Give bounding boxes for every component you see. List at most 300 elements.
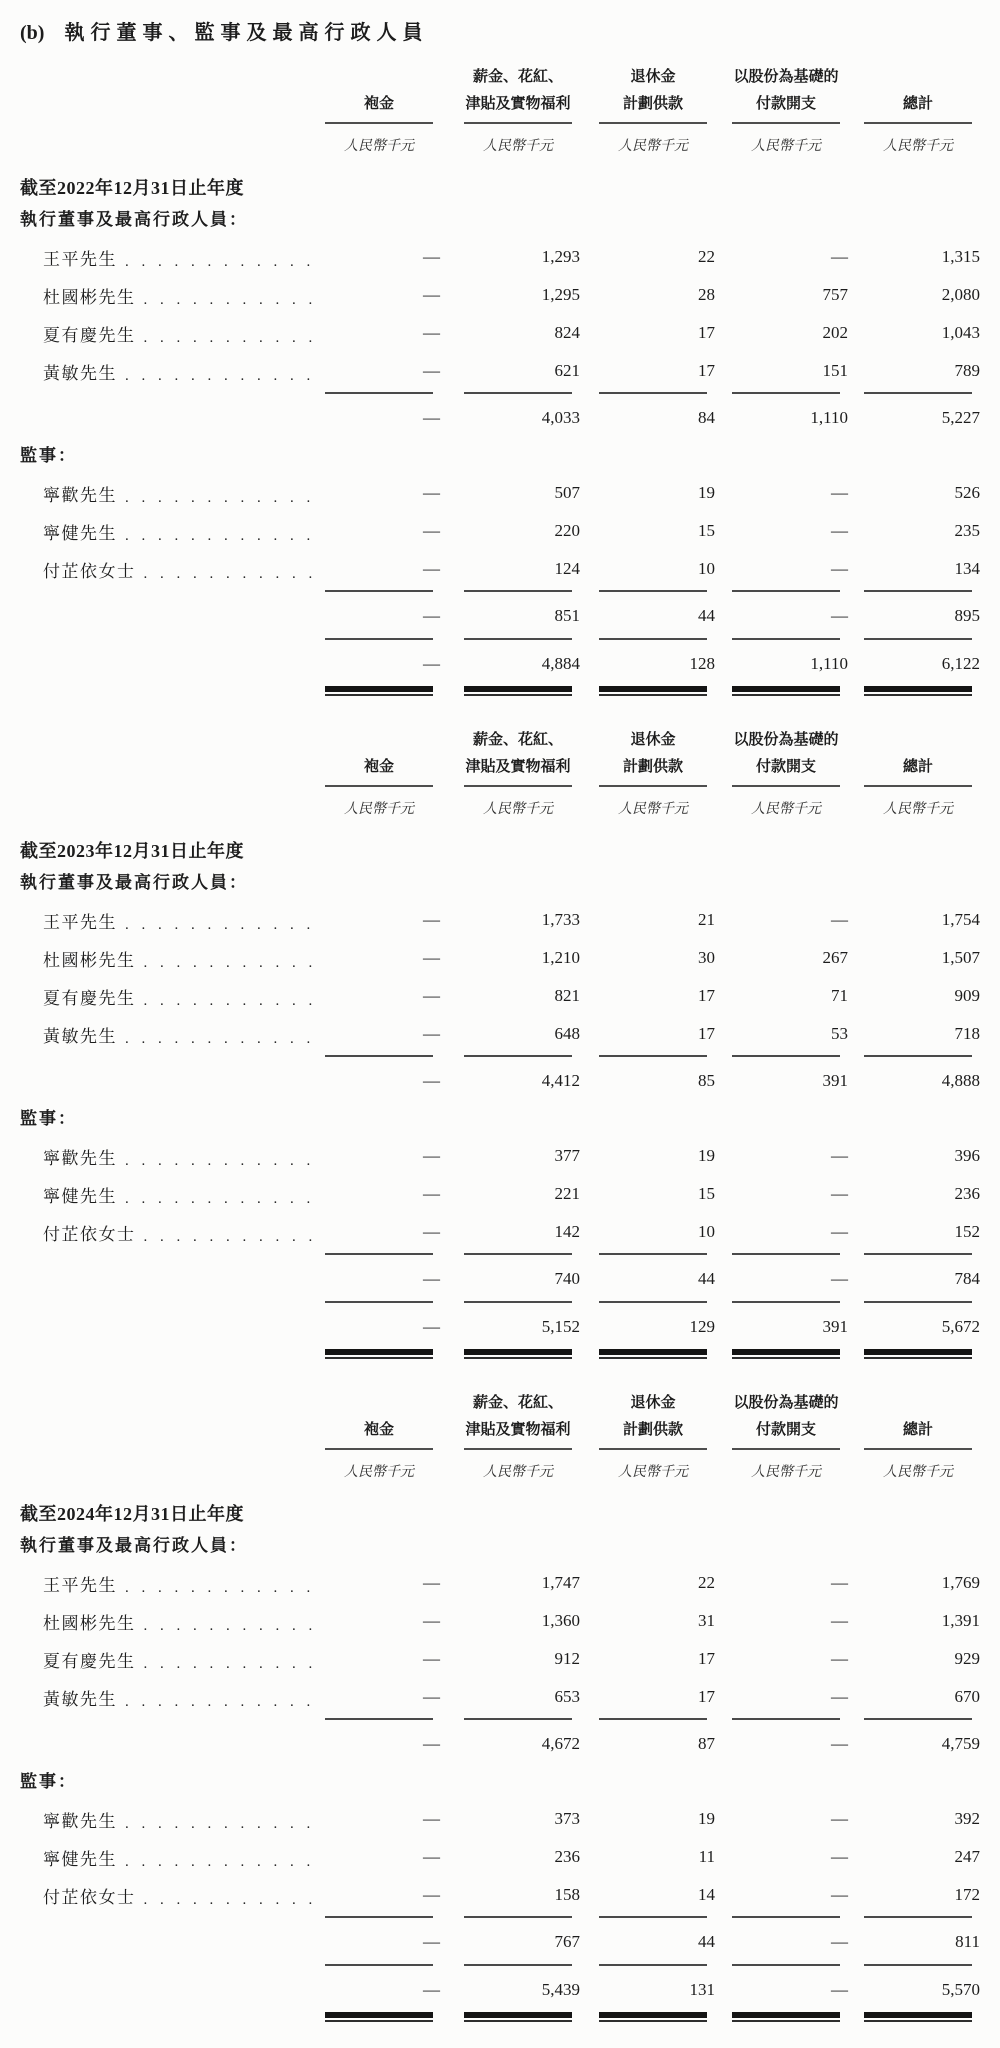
table-cell — [440, 1251, 580, 1259]
person-name: 寧歡先生 — [43, 485, 117, 505]
cell-value: — — [831, 247, 848, 266]
cell-value: 17 — [698, 323, 715, 342]
rule-line — [464, 392, 572, 394]
rule-line — [864, 638, 972, 640]
exec-heading: 執行董事及最高行政人員： — [20, 1536, 248, 1555]
table-cell — [325, 1222, 440, 1242]
table-cell — [848, 1932, 980, 1952]
column-header-row — [20, 1389, 980, 1450]
director-row — [20, 1564, 980, 1602]
cell-value: 152 — [954, 1222, 980, 1241]
table-cell — [325, 285, 440, 305]
cell-value: 1,360 — [541, 1611, 580, 1630]
table-cell — [848, 588, 980, 596]
column-header — [464, 1389, 572, 1450]
cell-value: 1,733 — [541, 910, 580, 929]
table-cell — [715, 1962, 848, 1970]
table-cell — [440, 124, 580, 158]
dot-leader — [144, 330, 324, 347]
rule-line — [464, 1964, 572, 1966]
table-cell — [848, 1687, 980, 1707]
rule-line — [464, 1253, 572, 1255]
cell-value: — — [423, 1269, 440, 1288]
section-title — [20, 16, 980, 45]
rule-row — [20, 1716, 980, 1724]
table-cell — [325, 1299, 440, 1307]
table-cell — [715, 1222, 848, 1242]
table-cell — [440, 483, 580, 503]
table-cell — [325, 63, 440, 124]
cell-value: — — [831, 1146, 848, 1165]
table-cell — [325, 124, 440, 158]
row-name-cell — [20, 1883, 325, 1908]
cell-value: 31 — [698, 1611, 715, 1630]
table-cell — [848, 1053, 980, 1061]
table-cell — [848, 323, 980, 343]
person-name: 付芷依女士 — [43, 1887, 136, 1907]
row-name-cell — [20, 557, 325, 582]
rule-line — [325, 638, 433, 640]
table-cell — [580, 1269, 715, 1289]
table-cell — [580, 483, 715, 503]
cell-value: — — [831, 1847, 848, 1866]
row-name-cell — [20, 1685, 325, 1710]
cell-value: 10 — [698, 1222, 715, 1241]
dot-leader — [125, 1153, 323, 1170]
cell-value: 28 — [698, 285, 715, 304]
row-name-cell — [20, 519, 325, 544]
table-cell — [325, 1885, 440, 1905]
table-cell — [580, 1450, 715, 1484]
cell-value: 151 — [822, 361, 848, 380]
cell-value: — — [423, 247, 440, 266]
dot-leader — [144, 1656, 324, 1673]
person-name: 王平先生 — [43, 249, 117, 269]
table-cell — [848, 1716, 980, 1724]
table-cell — [848, 726, 980, 787]
header-spacer — [20, 726, 325, 787]
rule-line — [325, 1964, 433, 1966]
director-row — [20, 977, 980, 1015]
cell-value: — — [423, 1734, 440, 1753]
table-cell — [325, 1809, 440, 1829]
rule-line — [732, 1301, 840, 1303]
cell-value: 821 — [554, 986, 580, 1005]
column-header-row — [20, 63, 980, 124]
cell-value: 235 — [954, 521, 980, 540]
table-cell — [325, 948, 440, 968]
person-name: 夏有慶先生 — [43, 1651, 136, 1671]
row-name-cell — [20, 1609, 325, 1634]
director-row — [20, 901, 980, 939]
dot-leader — [125, 917, 323, 934]
cell-value: 895 — [954, 606, 980, 625]
table-cell — [580, 636, 715, 644]
rule-line — [464, 1301, 572, 1303]
column-header — [599, 1389, 707, 1450]
column-header — [599, 726, 707, 787]
table-cell — [325, 684, 440, 700]
column-header — [732, 726, 840, 787]
dot-leader — [125, 490, 323, 507]
column-header-line1: 退休金 — [630, 732, 676, 748]
cell-value: — — [831, 521, 848, 540]
table-cell — [580, 1573, 715, 1593]
rule-line — [325, 1055, 433, 1057]
rule-line — [732, 1916, 840, 1918]
table-cell — [715, 636, 848, 644]
table-cell — [848, 654, 980, 674]
cell-value: 267 — [822, 948, 848, 967]
director-row — [20, 352, 980, 390]
supervisor-heading: 監事： — [20, 446, 77, 465]
cell-value: 15 — [698, 521, 715, 540]
dot-leader — [144, 292, 324, 309]
rule-line — [599, 638, 707, 640]
currency-unit-label: 人民幣千元 — [883, 1465, 953, 1480]
person-name: 黃敏先生 — [43, 1689, 117, 1709]
table-cell — [848, 521, 980, 541]
rule-line — [325, 1916, 433, 1918]
table-cell — [715, 1980, 848, 2000]
rule-spacer — [20, 1716, 325, 1724]
cell-value: — — [423, 1847, 440, 1866]
cell-value: — — [423, 910, 440, 929]
currency-unit-label: 人民幣千元 — [883, 139, 953, 154]
table-cell — [848, 1914, 980, 1922]
person-name: 杜國彬先生 — [43, 1613, 136, 1633]
currency-unit-label: 人民幣千元 — [483, 139, 553, 154]
supervisor-row — [20, 474, 980, 512]
table-cell — [440, 787, 580, 821]
cell-value: 912 — [554, 1649, 580, 1668]
table-cell — [580, 1962, 715, 1970]
table-cell — [440, 1649, 580, 1669]
dot-leader — [144, 955, 324, 972]
person-name: 寧歡先生 — [43, 1148, 117, 1168]
table-cell — [440, 1317, 580, 1337]
table-cell — [325, 2010, 440, 2026]
table-cell — [715, 408, 848, 428]
director-row — [20, 1602, 980, 1640]
table-cell — [580, 408, 715, 428]
cell-value: 158 — [554, 1885, 580, 1904]
table-cell — [440, 521, 580, 541]
column-header — [732, 63, 840, 124]
rule-line — [864, 1253, 972, 1255]
cell-value: 789 — [954, 361, 980, 380]
cell-value: 44 — [698, 1932, 715, 1951]
table-cell — [848, 1299, 980, 1307]
table-cell — [848, 63, 980, 124]
table-cell — [325, 787, 440, 821]
column-header — [325, 726, 433, 787]
table-cell — [715, 1847, 848, 1867]
cell-value: 1,293 — [541, 247, 580, 266]
table-cell — [715, 390, 848, 398]
table-cell — [440, 1809, 580, 1829]
column-header-line2: 總計 — [902, 759, 933, 775]
supervisor-row — [20, 1175, 980, 1213]
cell-value: — — [423, 1649, 440, 1668]
cell-value: 1,507 — [941, 948, 980, 967]
row-name-cell — [20, 946, 325, 971]
table-cell — [715, 1024, 848, 1044]
table-cell — [325, 1716, 440, 1724]
remuneration-table-1 — [20, 726, 980, 1363]
table-cell — [580, 1734, 715, 1754]
supervisor-subtotal-row — [20, 1922, 980, 1962]
cell-value: 4,672 — [541, 1734, 580, 1753]
dot-leader — [144, 1892, 324, 1909]
row-name-cell — [20, 481, 325, 506]
table-cell — [848, 483, 980, 503]
rule-row — [20, 1299, 980, 1307]
table-cell — [715, 1611, 848, 1631]
table-cell — [325, 247, 440, 267]
rule-line — [864, 1718, 972, 1720]
cell-value: — — [831, 1573, 848, 1592]
cell-value: 391 — [822, 1317, 848, 1336]
table-cell — [715, 986, 848, 1006]
double-rule — [599, 2012, 707, 2022]
person-name: 夏有慶先生 — [43, 325, 136, 345]
table-cell — [325, 1146, 440, 1166]
row-name-cell — [20, 1144, 325, 1169]
column-header-line2: 總計 — [902, 96, 933, 112]
cell-value: 507 — [554, 483, 580, 502]
cell-value: — — [831, 559, 848, 578]
cell-value: 17 — [698, 1687, 715, 1706]
table-cell — [580, 588, 715, 596]
table-cell — [325, 408, 440, 428]
table-cell — [715, 559, 848, 579]
currency-unit-label: 人民幣千元 — [883, 802, 953, 817]
double-rule-row — [20, 1347, 980, 1363]
cell-value: 71 — [831, 986, 848, 1005]
table-cell — [580, 1847, 715, 1867]
table-cell — [440, 1071, 580, 1091]
cell-value: 526 — [954, 483, 980, 502]
table-cell — [580, 1611, 715, 1631]
exec-subtotal-row — [20, 1724, 980, 1764]
cell-value: — — [831, 910, 848, 929]
cell-value: — — [423, 948, 440, 967]
cell-value: — — [423, 1611, 440, 1630]
table-cell — [440, 1222, 580, 1242]
cell-value: 1,210 — [541, 948, 580, 967]
currency-unit-row — [20, 124, 980, 158]
rule-spacer — [20, 684, 325, 700]
table-cell — [325, 1932, 440, 1952]
rule-line — [864, 590, 972, 592]
cell-value: 767 — [554, 1932, 580, 1951]
cell-value: — — [423, 1184, 440, 1203]
rule-line — [864, 1055, 972, 1057]
cell-value: 740 — [554, 1269, 580, 1288]
cell-value: 392 — [954, 1809, 980, 1828]
rule-spacer — [20, 2010, 325, 2026]
year-heading: 截至2023年12月31日止年度 — [20, 841, 244, 861]
table-cell — [325, 654, 440, 674]
cell-value: 220 — [554, 521, 580, 540]
cell-value: 84 — [698, 408, 715, 427]
table-cell — [580, 654, 715, 674]
supervisor-row — [20, 1213, 980, 1251]
table-cell — [325, 1611, 440, 1631]
table-cell — [848, 1024, 980, 1044]
supervisor-row — [20, 1137, 980, 1175]
table-cell — [325, 323, 440, 343]
table-cell — [440, 1914, 580, 1922]
table-cell — [580, 1716, 715, 1724]
unit-spacer — [20, 787, 325, 821]
table-cell — [325, 1980, 440, 2000]
cell-value: 22 — [698, 247, 715, 266]
cell-value: — — [831, 1885, 848, 1904]
table-cell — [580, 948, 715, 968]
currency-unit-label: 人民幣千元 — [344, 1465, 414, 1480]
currency-unit-label: 人民幣千元 — [618, 139, 688, 154]
table-cell — [580, 1146, 715, 1166]
cell-value: 19 — [698, 1809, 715, 1828]
table-cell — [580, 1317, 715, 1337]
table-cell — [325, 1317, 440, 1337]
table-cell — [440, 1573, 580, 1593]
cell-value: 124 — [554, 559, 580, 578]
table-cell — [715, 1809, 848, 1829]
currency-unit-label: 人民幣千元 — [618, 1465, 688, 1480]
exec-heading: 執行董事及最高行政人員： — [20, 210, 248, 229]
cell-value: — — [831, 1222, 848, 1241]
column-header-line1 — [325, 1389, 433, 1417]
rule-line — [599, 1964, 707, 1966]
header-spacer — [20, 1389, 325, 1450]
row-name-cell — [20, 359, 325, 384]
table-cell — [580, 1251, 715, 1259]
table-cell — [848, 948, 980, 968]
supervisor-row — [20, 512, 980, 550]
table-cell — [325, 1962, 440, 1970]
cell-value: 53 — [831, 1024, 848, 1043]
column-header-line2: 津貼及實物福利 — [465, 759, 571, 775]
table-cell — [580, 1885, 715, 1905]
table-cell — [580, 124, 715, 158]
rule-line — [864, 1301, 972, 1303]
cell-value: 30 — [698, 948, 715, 967]
table-cell — [440, 559, 580, 579]
cell-value: 6,122 — [941, 654, 980, 673]
remuneration-table-0 — [20, 63, 980, 700]
rule-spacer — [20, 1347, 325, 1363]
row-name-cell — [20, 1647, 325, 1672]
table-cell — [440, 285, 580, 305]
currency-unit-label: 人民幣千元 — [483, 1465, 553, 1480]
table-cell — [325, 1347, 440, 1363]
double-rule — [599, 1349, 707, 1359]
column-header — [464, 726, 572, 787]
person-name: 黃敏先生 — [43, 1026, 117, 1046]
column-header-line1: 薪金、花紅、 — [472, 69, 563, 85]
table-cell — [440, 1184, 580, 1204]
cell-value: 44 — [698, 606, 715, 625]
tables-container — [20, 63, 980, 2026]
table-cell — [848, 1885, 980, 1905]
cell-value: 128 — [689, 654, 715, 673]
cell-value: 4,888 — [941, 1071, 980, 1090]
cell-value: 4,759 — [941, 1734, 980, 1753]
table-cell — [440, 1980, 580, 2000]
table-cell — [715, 124, 848, 158]
row-name-cell — [20, 1022, 325, 1047]
table-cell — [440, 1847, 580, 1867]
table-cell — [440, 63, 580, 124]
row-name-cell — [20, 1845, 325, 1870]
person-name: 付芷依女士 — [43, 561, 136, 581]
table-cell — [715, 1932, 848, 1952]
table-cell — [715, 1734, 848, 1754]
dot-leader — [144, 993, 324, 1010]
supervisor-subtotal-row — [20, 596, 980, 636]
double-rule — [325, 2012, 433, 2022]
cell-value: 247 — [954, 1847, 980, 1866]
section-label: (b) — [20, 22, 45, 44]
cell-value: 373 — [554, 1809, 580, 1828]
dot-leader — [125, 1854, 323, 1871]
table-cell — [580, 1932, 715, 1952]
table-cell — [325, 390, 440, 398]
table-cell — [848, 1980, 980, 2000]
table-cell — [848, 1269, 980, 1289]
column-header-line2: 計劃供款 — [622, 1422, 683, 1438]
column-header-line2: 袍金 — [363, 1422, 394, 1438]
cell-value: — — [831, 1649, 848, 1668]
person-name: 付芷依女士 — [43, 1224, 136, 1244]
cell-value: — — [423, 1932, 440, 1951]
cell-value: 1,754 — [941, 910, 980, 929]
table-cell — [440, 1716, 580, 1724]
director-row — [20, 1678, 980, 1716]
column-header-line2: 付款開支 — [755, 1422, 816, 1438]
rule-line — [864, 1964, 972, 1966]
grand-total-row — [20, 644, 980, 684]
table-cell — [440, 408, 580, 428]
column-header — [325, 63, 433, 124]
column-header — [864, 1389, 972, 1450]
table-cell — [715, 787, 848, 821]
double-rule — [464, 2012, 572, 2022]
table-cell — [440, 636, 580, 644]
table-cell — [580, 247, 715, 267]
cell-value: — — [831, 606, 848, 625]
column-header — [732, 1389, 840, 1450]
cell-value: 784 — [954, 1269, 980, 1288]
cell-value: — — [831, 483, 848, 502]
table-cell — [580, 361, 715, 381]
table-cell — [325, 606, 440, 626]
rule-line — [732, 1964, 840, 1966]
cell-value: — — [423, 1024, 440, 1043]
cell-value: 391 — [822, 1071, 848, 1090]
table-cell — [580, 986, 715, 1006]
cell-value: 87 — [698, 1734, 715, 1753]
column-header — [325, 1389, 433, 1450]
cell-value: 142 — [554, 1222, 580, 1241]
rule-row — [20, 588, 980, 596]
table-cell — [715, 1450, 848, 1484]
table-cell — [325, 986, 440, 1006]
supervisor-heading: 監事： — [20, 1109, 77, 1128]
